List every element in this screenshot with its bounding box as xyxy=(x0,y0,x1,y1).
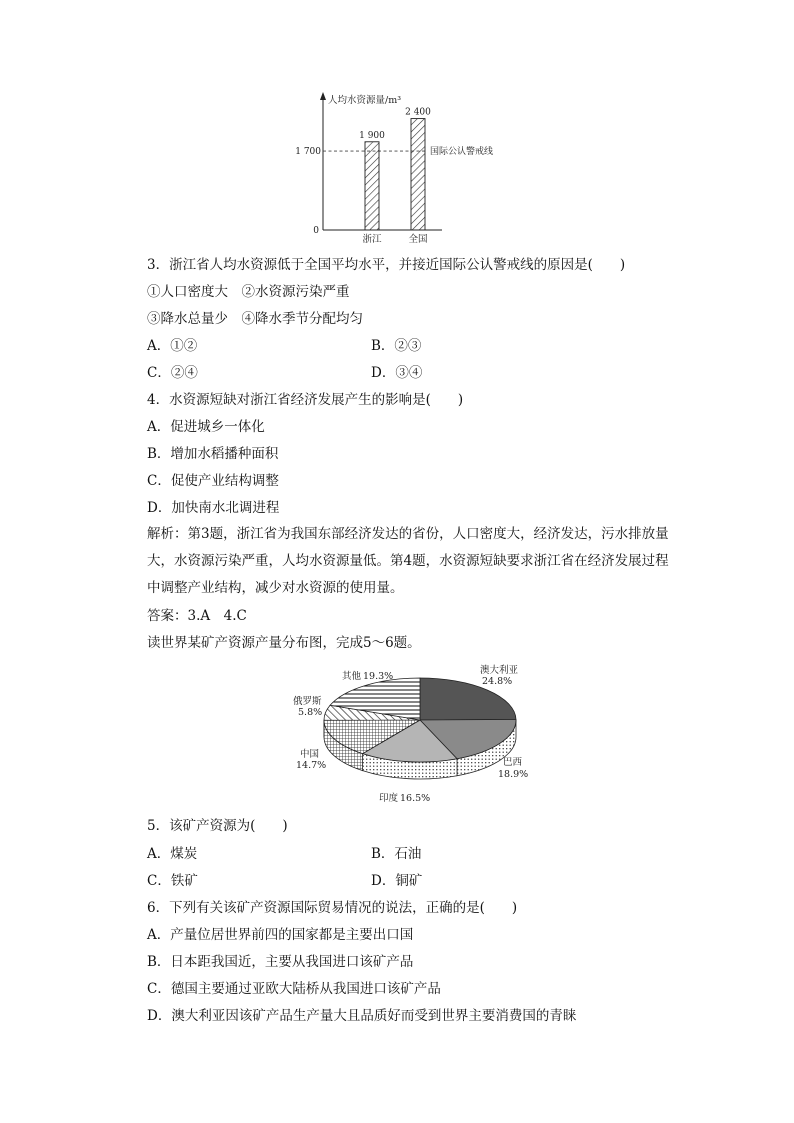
q3-items-line2: ③降水总量少 ④降水季节分配均匀 xyxy=(147,311,363,327)
label-australia-value: 24.8% xyxy=(482,676,513,687)
label-china-name: 中国 xyxy=(300,749,320,760)
q6-option-b: B．日本距我国近，主要从我国进口该矿产品 xyxy=(147,954,414,970)
q3-option-d: D．③④ xyxy=(371,365,423,381)
label-other-name: 其他 xyxy=(342,671,362,682)
q4-option-a: A．促进城乡一体化 xyxy=(147,419,265,435)
q4-option-c: C．促使产业结构调整 xyxy=(147,473,279,489)
q5-option-c: C．铁矿 xyxy=(147,873,198,889)
answer-line: 答案：3.A 4.C xyxy=(147,608,247,624)
q3-option-c: C．②④ xyxy=(147,365,198,381)
bar-zhejiang xyxy=(365,142,379,230)
label-other-value: 19.3% xyxy=(363,671,394,682)
water-resource-bar-chart xyxy=(290,90,550,250)
q5-option-b: B．石油 xyxy=(371,846,422,862)
label-australia-name: 澳大利亚 xyxy=(480,665,519,676)
label-china-value: 14.7% xyxy=(296,760,327,771)
q4-stem: 4．水资源短缺对浙江省经济发展产生的影响是( ) xyxy=(147,392,464,408)
q5-stem: 5．该矿产资源为( ) xyxy=(147,818,288,834)
category-national: 全国 xyxy=(408,234,428,245)
q3-option-a: A．①② xyxy=(147,338,198,354)
q4-option-d: D．加快南水北调进程 xyxy=(147,500,280,516)
mineral-production-pie-chart xyxy=(285,660,555,810)
intro-line: 读世界某矿产资源产量分布图，完成5～6题。 xyxy=(147,635,421,651)
bar-value-national: 2 400 xyxy=(405,107,431,118)
y-axis-arrow xyxy=(320,92,326,100)
q6-option-d: D．澳大利亚因该矿产品生产量大且品质好而受到世界主要消费国的青睐 xyxy=(147,1008,577,1024)
q6-stem: 6．下列有关该矿产资源国际贸易情况的说法，正确的是( ) xyxy=(147,900,518,916)
y-axis-label: 人均水资源量/m³ xyxy=(328,95,402,106)
q4-option-b: B．增加水稻播种面积 xyxy=(147,446,279,462)
pie-slices xyxy=(324,678,516,762)
label-russia-name: 俄罗斯 xyxy=(293,696,322,707)
label-india-value: 16.5% xyxy=(400,793,431,804)
q3-stem: 3．浙江省人均水资源低于全国平均水平，并接近国际公认警戒线的原因是( ) xyxy=(147,257,626,273)
q5-option-a: A．煤炭 xyxy=(147,846,198,862)
warning-line-value: 1 700 xyxy=(295,147,321,158)
q3-option-b: B．②③ xyxy=(371,338,422,354)
label-india-name: 印度 xyxy=(379,793,399,804)
q5-option-d: D．铜矿 xyxy=(371,873,423,889)
q6-option-c: C．德国主要通过亚欧大陆桥从我国进口该矿产品 xyxy=(147,981,441,997)
analysis-paragraph: 解析：第3题，浙江省为我国东部经济发达的省份，人口密度大，经济发达，污水排放量大，水资源污染严重，人均水资源量低。第4题，水资源短缺要求浙江省在经济发展过程中调整产业结构，减少对水资源的使用量。 xyxy=(147,526,669,596)
q6-option-a: A．产量位居世界前四的国家都是主要出口国 xyxy=(147,927,414,943)
q3-items-line1: ①人口密度大 ②水资源污染严重 xyxy=(147,284,350,300)
label-brazil-value: 18.9% xyxy=(498,769,529,780)
warning-line-label: 国际公认警戒线 xyxy=(430,147,494,158)
bar-national xyxy=(411,119,425,230)
label-russia-value: 5.8% xyxy=(298,707,323,718)
label-brazil-name: 巴西 xyxy=(503,757,523,768)
y-zero-label: 0 xyxy=(313,226,319,236)
category-zhejiang: 浙江 xyxy=(362,234,382,245)
bar-value-zhejiang: 1 900 xyxy=(359,130,385,141)
